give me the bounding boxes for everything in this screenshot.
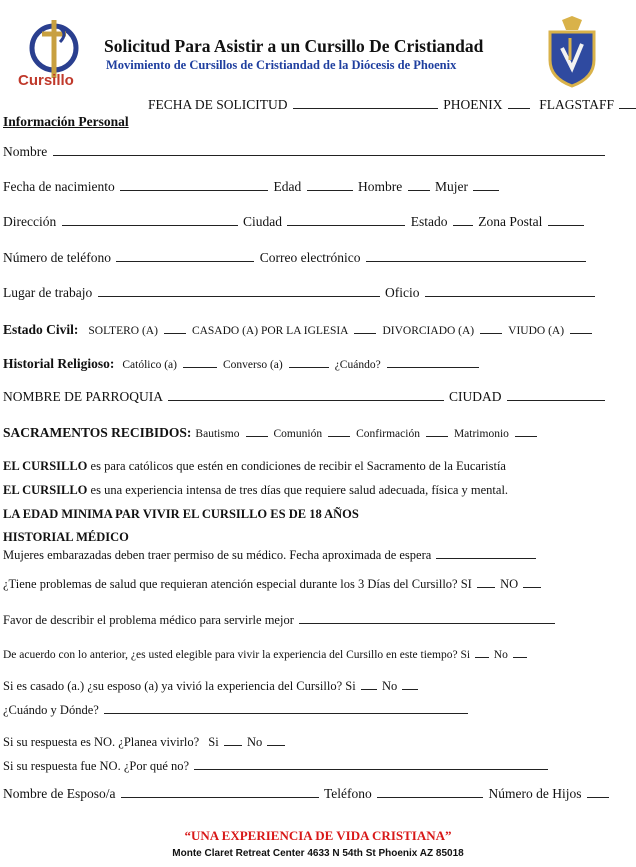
widowed-field[interactable] (570, 322, 592, 334)
convert-field[interactable] (289, 356, 329, 368)
parish-field[interactable] (168, 389, 444, 401)
catholic-label: Católico (a) (122, 359, 177, 371)
health-no-field[interactable] (523, 576, 541, 588)
religious-history-label: Historial Religioso: (3, 356, 115, 371)
marital-status-row (3, 321, 594, 339)
widowed-label: VIUDO (A) (508, 325, 565, 337)
el-cursillo-label: EL CURSILLO (3, 459, 88, 473)
birthdate-label: Fecha de nacimiento (3, 179, 115, 194)
married-label: CASADO (A) POR LA IGLESIA (191, 325, 349, 337)
plan-no-label: No (246, 735, 263, 749)
plan-yes-field[interactable] (224, 734, 242, 746)
spouse-phone-label: Teléfono (324, 786, 372, 801)
spouse-name-label: Nombre de Esposo/a (3, 786, 116, 801)
pregnant-row (3, 547, 538, 563)
when-where-row (3, 702, 470, 718)
describe-problem-field[interactable] (299, 612, 555, 624)
zip-label: Zona Postal (478, 214, 543, 229)
eligible-yes-field[interactable] (475, 646, 489, 658)
age-label: Edad (273, 179, 302, 194)
marriage-field[interactable] (515, 425, 537, 437)
when-label: ¿Cuándo? (334, 359, 381, 371)
birthdate-field[interactable] (120, 179, 268, 191)
workplace-label: Lugar de trabajo (3, 285, 93, 300)
parish-city-field[interactable] (507, 389, 605, 401)
describe-problem-row (3, 612, 557, 628)
state-label: Estado (410, 214, 448, 229)
female-field[interactable] (473, 179, 499, 191)
female-label: Mujer (434, 179, 468, 194)
eligible-no-label: No (493, 649, 508, 661)
spouse-no-label: No (381, 679, 398, 693)
sacraments-row (3, 424, 539, 442)
state-field[interactable] (453, 214, 473, 226)
name-row (3, 144, 607, 160)
address-label: Dirección (3, 214, 57, 229)
children-field[interactable] (587, 786, 609, 798)
male-label: Hombre (357, 179, 403, 194)
application-date-label: FECHA DE SOLICITUD (148, 97, 288, 112)
religious-history-row (3, 355, 481, 373)
name-label: Nombre (3, 144, 48, 159)
cursillo-logo-text: Cursillo (18, 72, 74, 89)
parish-row (3, 389, 607, 405)
why-not-row (3, 758, 550, 774)
pregnant-label: Mujeres embarazadas deben traer permiso de su médico. Fecha aproximada de espera (3, 548, 432, 562)
health-no-label: NO (500, 577, 519, 591)
why-not-field[interactable] (194, 758, 548, 770)
eligible-label: De acuerdo con lo anterior, ¿es usted elegible para vivir la experiencia del Cursillo en este tiempo? Si (3, 649, 471, 661)
workplace-field[interactable] (98, 285, 380, 297)
flagstaff-field[interactable] (619, 97, 636, 109)
convert-label: Converso (a) (222, 359, 283, 371)
birth-row (3, 179, 501, 195)
spouse-cursillo-label: Si es casado (a.) ¿su esposo (a) ya vivió la experiencia del Cursillo? Si (3, 679, 356, 693)
note-eucharist-text: es para católicos que estén en condiciones de recibir el Sacramento de la Eucaristía (87, 459, 506, 473)
spouse-cursillo-row (3, 678, 420, 694)
spouse-yes-field[interactable] (361, 678, 377, 690)
health-problems-row (3, 576, 543, 592)
note-health-text: es una experiencia intensa de tres días que requiere salud adecuada, física y mental. (87, 483, 509, 497)
age-field[interactable] (307, 179, 353, 191)
application-date-field[interactable] (293, 97, 438, 109)
eligible-no-field[interactable] (513, 646, 527, 658)
parish-city-label: CIUDAD (449, 389, 502, 404)
divorced-label: DIVORCIADO (A) (382, 325, 475, 337)
plan-no-field[interactable] (267, 734, 285, 746)
flagstaff-label: FLAGSTAFF (539, 97, 614, 112)
plan-row (3, 734, 287, 750)
footer-motto: “UNA EXPERIENCIA DE VIDA CRISTIANA” (184, 828, 452, 843)
children-label: Número de Hijos (488, 786, 582, 801)
diocese-crest-icon (540, 16, 604, 88)
when-field[interactable] (387, 356, 479, 368)
male-field[interactable] (408, 179, 430, 191)
when-where-label: ¿Cuándo y Dónde? (3, 703, 99, 717)
married-field[interactable] (354, 322, 376, 334)
city-field[interactable] (287, 214, 405, 226)
footer-address: Monte Claret Retreat Center 4633 N 54th St Phoenix AZ 85018 (172, 848, 464, 859)
divorced-field[interactable] (480, 322, 502, 334)
sacraments-label: SACRAMENTOS RECIBIDOS: (3, 425, 192, 440)
phone-field[interactable] (116, 250, 254, 262)
communion-label: Comunión (273, 428, 323, 440)
why-not-label: Si su respuesta fue NO. ¿Por qué no? (3, 759, 190, 773)
zip-field[interactable] (548, 214, 584, 226)
phoenix-label: PHOENIX (443, 97, 503, 112)
plan-label: Si su respuesta es NO. ¿Planea vivirlo? (3, 735, 200, 749)
minimum-age-note: LA EDAD MINIMA PAR VIVIR EL CURSILLO ES DE 18 AÑOS (3, 507, 359, 521)
phone-row (3, 250, 588, 266)
note-health (3, 483, 508, 498)
page-subtitle: Movimiento de Cursillos de Cristiandad de la Diócesis de Phoenix (106, 58, 457, 72)
baptism-field[interactable] (246, 425, 268, 437)
marital-status-label: Estado Civil: (3, 322, 79, 337)
phoenix-field[interactable] (508, 97, 530, 109)
address-row (3, 214, 586, 230)
plan-yes-label: Si (208, 735, 219, 749)
describe-problem-label: Favor de describir el problema médico para servirle mejor (3, 613, 294, 627)
spouse-no-field[interactable] (402, 678, 418, 690)
note-eucharist (3, 459, 506, 474)
health-yes-field[interactable] (477, 576, 495, 588)
spouse-phone-field[interactable] (377, 786, 483, 798)
confirmation-field[interactable] (426, 425, 448, 437)
phone-label: Número de teléfono (3, 250, 111, 265)
single-field[interactable] (164, 322, 186, 334)
confirmation-label: Confirmación (356, 428, 420, 440)
el-cursillo-label: EL CURSILLO (3, 483, 88, 497)
medical-history-heading: HISTORIAL MÉDICO (3, 530, 129, 544)
spouse-name-field[interactable] (121, 786, 319, 798)
spouse-row (3, 786, 611, 802)
marriage-label: Matrimonio (453, 428, 509, 440)
baptism-label: Bautismo (195, 428, 240, 440)
when-where-field[interactable] (104, 702, 468, 714)
communion-field[interactable] (328, 425, 350, 437)
occupation-label: Oficio (384, 285, 420, 300)
occupation-field[interactable] (425, 285, 595, 297)
name-field[interactable] (53, 144, 605, 156)
parish-label: NOMBRE DE PARROQUIA (3, 389, 163, 404)
city-label: Ciudad (242, 214, 282, 229)
email-label: Correo electrónico (259, 250, 361, 265)
health-problems-label: ¿Tiene problemas de salud que requieran atención especial durante los 3 Días del Cursillo? SI (3, 577, 472, 591)
single-label: SOLTERO (A) (88, 325, 158, 337)
address-field[interactable] (62, 214, 238, 226)
page-title: Solicitud Para Asistir a un Cursillo De Cristiandad (104, 36, 484, 56)
work-row (3, 285, 597, 301)
email-field[interactable] (366, 250, 586, 262)
section-personal-info: Información Personal (3, 114, 129, 129)
catholic-field[interactable] (183, 356, 217, 368)
due-date-field[interactable] (436, 547, 536, 559)
application-date-row (148, 97, 636, 113)
eligible-row (3, 646, 529, 661)
